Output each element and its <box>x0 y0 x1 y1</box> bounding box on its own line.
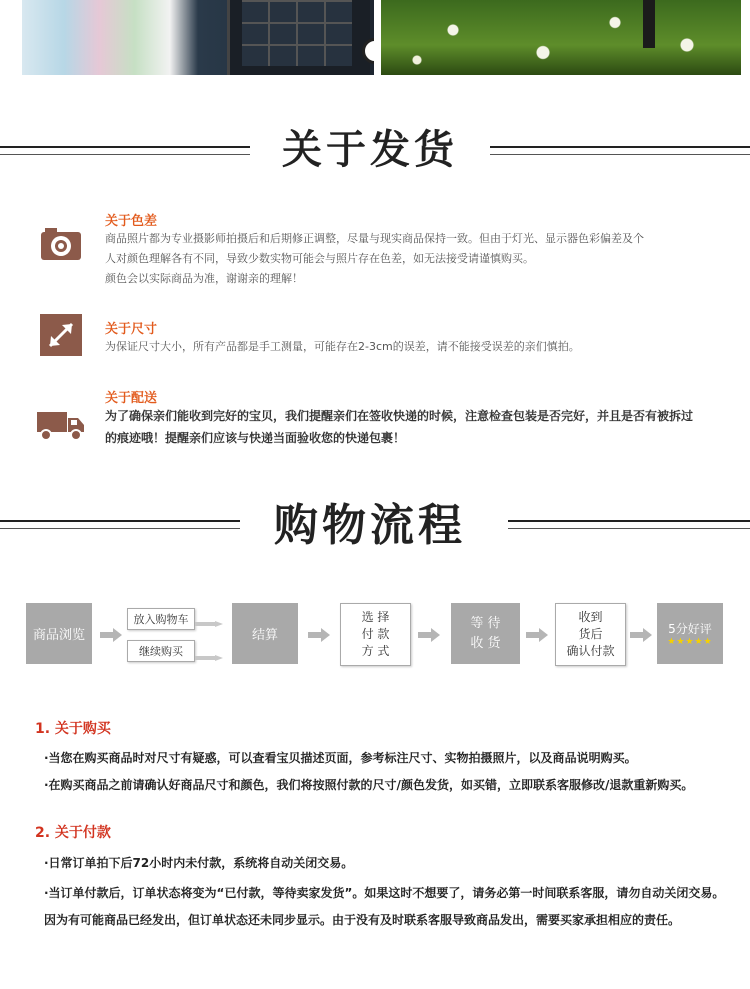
color-diff-line-3: 颜色会以实际商品为准，谢谢亲的理解！ <box>105 272 303 285</box>
flow-add-cart: 放入购物车 <box>127 608 195 630</box>
payment-para-1: ·日常订单拍下后72小时内未付款，系统将自动关闭交易。 <box>44 856 354 870</box>
heading-rule-left <box>0 146 250 148</box>
flow-arrow-3 <box>418 627 440 641</box>
flow-review-label: 5分好评 <box>668 622 712 636</box>
shopping-rule-right <box>508 520 750 522</box>
delivery-title: 关于配送 <box>105 391 158 406</box>
shopping-rule-left-thin <box>0 528 240 529</box>
flow-checkout: 结算 <box>232 603 298 664</box>
purchase-section-title: 1. 关于购买 <box>35 721 111 737</box>
flow-connector-top <box>195 612 223 618</box>
star-rating-icon: ★★★★★ <box>667 637 713 647</box>
product-photo-garden <box>381 0 741 75</box>
resize-arrow-icon <box>40 314 82 356</box>
delivery-text <box>105 405 745 449</box>
flow-wait-receive <box>451 603 520 664</box>
shopping-rule-right-thin <box>508 528 750 529</box>
color-diff-line-1: 商品照片都为专业摄影师拍摄后和后期修正调整，尽量与现实商品保持一致。但由于灯光、显示器色彩偏差及个 <box>105 232 644 245</box>
flow-arrow-4 <box>526 627 548 641</box>
camera-icon <box>40 224 82 266</box>
payment-para-2: ·当订单付款后，订单状态将变为“已付款，等待卖家发货”。如果这时不想要了，请务必第一时间联系客服，请勿自动关闭交易。因为有可能商品已经发出，但订单状态还未同步显示。由于没有及时联系客服导致商品发出，需要买家承担相应的责任。 <box>44 886 725 927</box>
shopping-heading: 购物流程 <box>274 500 466 551</box>
flow-continue: 继续购买 <box>127 640 195 662</box>
flow-payment-line-1: 选 择 <box>361 610 390 624</box>
flow-wait-line-2: 收 货 <box>470 635 501 651</box>
purchase-para-1: ·当您在购买商品时对尺寸有疑惑，可以查看宝贝描述页面，参考标注尺寸、实物拍摄照片，以及商品说明购买。 <box>44 751 637 765</box>
flow-arrow-1 <box>100 627 122 641</box>
size-text <box>105 337 735 357</box>
flow-review <box>657 603 723 664</box>
flow-payment-line-2: 付 款 <box>361 627 390 641</box>
flow-payment-line-3: 方 式 <box>361 644 390 658</box>
flow-wait-line-1: 等 待 <box>470 615 501 631</box>
flow-payment <box>340 603 411 666</box>
size-title: 关于尺寸 <box>105 322 158 337</box>
heading-rule-left-thin <box>0 154 250 155</box>
size-line-1: 为保证尺寸大小，所有产品都是手工测量，可能存在2-3cm的误差，请不能接受误差的亲们慎拍。 <box>105 340 580 353</box>
purchase-para-2: ·在购买商品之前请确认好商品尺寸和颜色，我们将按照付款的尺寸/颜色发货，如买错，立即联系客服修改/退款重新购买。 <box>44 778 694 792</box>
flow-confirm-pay <box>555 603 626 666</box>
heading-rule-right <box>490 146 750 148</box>
product-photo-solar-lights <box>22 0 374 75</box>
flow-browse: 商品浏览 <box>26 603 92 664</box>
flow-arrow-5 <box>630 627 652 641</box>
flow-confirm-line-1: 收到 <box>578 610 603 624</box>
truck-icon <box>36 408 86 442</box>
payment-section-title: 2. 关于付款 <box>35 825 111 841</box>
shipping-heading: 关于发货 <box>282 127 458 173</box>
flow-connector-bottom <box>195 646 223 652</box>
delivery-line-1: 为了确保亲们能收到完好的宝贝，我们提醒亲们在签收快递的时候，注意检查包装是否完好，并且是否有被拆过 <box>105 409 694 423</box>
flow-confirm-line-3: 确认付款 <box>566 644 615 658</box>
color-diff-line-2: 人对颜色理解各有不同，导致少数实物可能会与照片存在色差，如无法接受请谨慎购买。 <box>105 252 534 265</box>
color-diff-text <box>105 229 735 289</box>
heading-rule-right-thin <box>490 154 750 155</box>
color-diff-title: 关于色差 <box>105 214 158 229</box>
flow-arrow-2 <box>308 627 330 641</box>
flow-confirm-line-2: 货后 <box>578 627 603 641</box>
delivery-line-2: 的痕迹哦！提醒亲们应该与快递当面验收您的快递包裹！ <box>105 431 406 445</box>
shopping-rule-left <box>0 520 240 522</box>
